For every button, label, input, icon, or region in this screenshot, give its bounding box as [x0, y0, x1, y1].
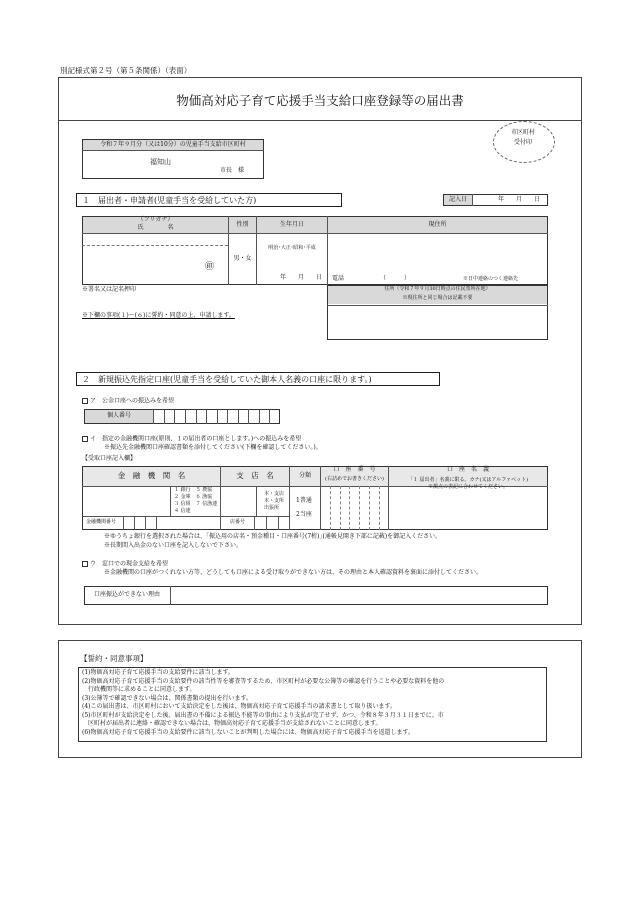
- birth-date[interactable]: 年 月 日: [280, 274, 323, 281]
- form-label: 別記様式第２号（第５条関係）（表面）: [60, 66, 192, 75]
- recipient-header: 令和７年９月分（又は10分）の児童手当支給市区町村: [83, 140, 263, 150]
- pledge-line: ※下欄の事項(１)～(６)に誓約・同意の上、申請します。: [82, 312, 235, 319]
- section2-heading: ２ 新規振込先指定口座(児童手当を受給していた御本人名義の口座に限ります。): [82, 375, 372, 384]
- option-a-label: ア 公金口座への振込みを希望: [90, 397, 175, 405]
- branch-name-input[interactable]: [221, 487, 255, 515]
- pledge-item: (1)物価高対応子育て応援手当の支給要件に該当します。: [82, 669, 235, 676]
- pledge-item: (5)市区町村が支給決定をした後、届出書の不備による振込不能等の事由により支払が完了せず、かつ、令和８年３月３１日までに、市: [82, 711, 444, 719]
- long-term-note: ※長期間入出金のない口座を記入しないで下さい。: [104, 542, 243, 549]
- option-a-checkbox[interactable]: [82, 398, 88, 404]
- option-i-note: ※振込先金融機関口座確認書類を添付してください(下欄を確認してください。)。: [104, 444, 322, 451]
- recipient-city: 福知山: [150, 158, 171, 166]
- yucho-note: ※ゆうちょ銀行を選択された場合は、｢振込用の店名・預金種目・口座番号(7桁)｣(通帳見開き下部に記載)を御記入ください。: [104, 533, 442, 540]
- option-u-label: ウ 窓口での現金支給を希望: [90, 560, 169, 568]
- option-u-checkbox[interactable]: [82, 561, 88, 567]
- option-i-checkbox[interactable]: [82, 436, 88, 442]
- option-i-label: イ 指定の金融機関口座(原則、１の届出者の口座とします。)への振込みを希望: [90, 435, 302, 443]
- pledge-item: (2)物価高対応子育て応援手当の支給要件の該当性等を審査等するため、市区町村が必要な公簿等の確認を行うことや必要な資料を他の: [82, 677, 445, 685]
- account-holder-input[interactable]: [389, 495, 547, 529]
- gender-value[interactable]: 男・女: [233, 255, 252, 262]
- pledge-item: 区町村が届出者に連絡・確認できない場合は、物価高対応子育て応援手当が支給されないことに同意します。: [82, 720, 382, 727]
- recipient-suffix: 市長 様: [220, 167, 245, 174]
- account-number-input[interactable]: [321, 487, 387, 529]
- pledge-item: (6)物価高対応子育て応援手当の支給要件に該当しないことが判明した場合には、物価高対応子育て応援手当を返還します。: [82, 728, 415, 736]
- birth-eras[interactable]: 明治･大正･昭和･平成: [268, 245, 316, 251]
- pledge-item: (4)この届出書は、市区町村において支給決定をした後は、物価高対応子育て応援手当の請求書として取り扱います。: [82, 703, 397, 710]
- option-u-note: ※金融機関の口座がつくれない方等、どうしても口座による受け取りができない方は、その理由と本人確認資料を裏面に添付してください。: [104, 569, 483, 576]
- bank-entry-label: 【受取口座記入欄】: [82, 455, 137, 462]
- pledge-item: 行政機関等に求めることに同意します。: [82, 686, 196, 693]
- furigana-input[interactable]: [82, 234, 228, 244]
- seal-mark: ㊞: [205, 262, 215, 272]
- bank-name-input[interactable]: [83, 487, 169, 515]
- pledge-item: (3)公簿等で確認できない場合は、関係書類の提出を行います。: [82, 694, 253, 702]
- phone-input[interactable]: （ ）: [380, 275, 411, 282]
- seal-note: ※署名又は記名押印: [82, 286, 137, 293]
- page-title: 物価高対応子育て応援手当支給口座登録等の届出書: [176, 93, 464, 108]
- date-value: 年 月 日: [498, 196, 541, 203]
- pledge-heading: 【誓約・同意事項】: [80, 654, 148, 663]
- section1-heading: １ 届出者・申請者(児童手当を受給していた方): [82, 196, 257, 205]
- address-input[interactable]: [328, 234, 547, 272]
